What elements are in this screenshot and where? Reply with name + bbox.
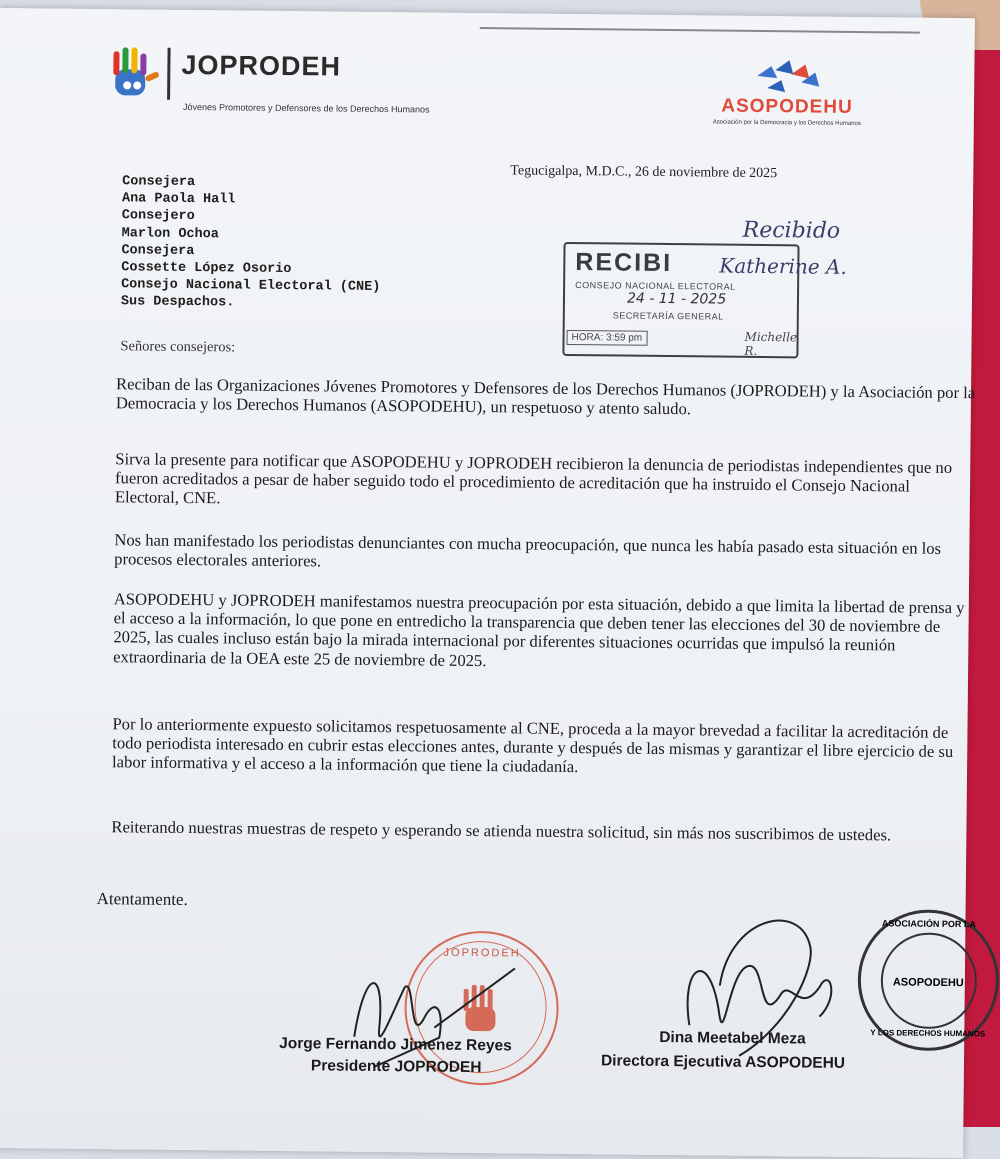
closing: Atentamente. [96, 889, 188, 910]
recipient-line: Sus Despachos. [120, 294, 235, 311]
signer-title: Presidente JOPRODEH [310, 1057, 482, 1077]
signer-name: Dina Meetabel Meza [659, 1028, 806, 1048]
joprodeh-name: JOPRODEH [181, 49, 342, 82]
letter-date: Tegucigalpa, M.D.C., 26 de noviembre de 2025 [510, 163, 778, 182]
stamp-title: RECIBI [575, 248, 673, 278]
stamp-signature: Michelle R. [744, 329, 798, 358]
salutation: Señores consejeros: [120, 338, 236, 356]
stamp-time [567, 330, 648, 346]
seal-text-top: ASOCIACIÓN POR LA [881, 918, 977, 930]
seal-text: JOPRODEH [443, 946, 521, 960]
asopodehu-subtitle: Asociación por la Democracia y los Derechos Humanos [712, 119, 861, 128]
recipient-line: Consejero [121, 208, 195, 225]
recipient-line: Consejera [122, 174, 196, 191]
recipient-block [121, 173, 382, 313]
birds-icon [747, 56, 827, 97]
body-paragraph: Nos han manifestado los periodistas denunciantes con mucha preocupación, que nunca les había pasado esta situación en los procesos electorales anteriores. [114, 530, 942, 571]
seal-text-bottom: Y LOS DERECHOS HUMANOS [870, 1028, 986, 1039]
joprodeh-logo [107, 41, 528, 125]
handwritten-receiver-name: Katherine A. [719, 253, 847, 279]
signer-title: Directora Ejecutiva ASOPODEHU [600, 1052, 846, 1072]
recipient-line: Marlon Ochoa [121, 225, 219, 242]
body-paragraph: Sirva la presente para notificar que ASOPODEHU y JOPRODEH recibieron la denuncia de periodistas independientes que no fueron acreditados a pesar de haber seguido todo el procedimiento de acreditación que ha instruido el Consejo Nacional Electoral, CNE. [114, 449, 953, 508]
asopodehu-logo [682, 55, 893, 137]
recipient-line: Cossette López Osorio [121, 260, 292, 278]
stamp-time-value: 3:59 pm [605, 332, 643, 344]
logo-divider [167, 48, 171, 100]
stamp-date: 24 - 11 - 2025 [626, 290, 727, 308]
handwritten-received: Recibido [742, 217, 841, 244]
body-paragraph: Reiterando nuestras muestras de respeto y esperando se atienda nuestra solicitud, sin más nos suscribimos de ustedes. [111, 817, 892, 845]
hand-print-icon [107, 45, 160, 102]
letter-page [0, 8, 986, 1158]
recipient-line: Consejera [121, 243, 195, 259]
body-paragraph: ASOPODEHU y JOPRODEH manifestamos nuestra preocupación por esta situación, debido a que limita la libertad de prensa y el acceso a la información, lo que pone en entredicho la transparencia que deben tener las elecciones del 30 de noviembre de 2025, las cuales incluso están bajo la mirada internacional por diferentes situaciones ocurridas que impulsó la reunión extraordinaria de la OEA este 25 de noviembre de 2025. [113, 589, 965, 670]
signer-name: Jorge Fernando Jimenez Reyes [279, 1034, 512, 1055]
asopodehu-name: ASOPODEHU [721, 95, 853, 118]
recipient-line: Consejo Nacional Electoral (CNE) [121, 277, 381, 296]
stamp-organization: CONSEJO NACIONAL ELECTORAL [575, 280, 736, 292]
page-fold-line [480, 27, 920, 34]
stamp-office: SECRETARÍA GENERAL [612, 310, 724, 322]
joprodeh-subtitle: Jóvenes Promotores y Defensores de los Derechos Humanos [182, 101, 430, 115]
seal-text-middle: ASOPODEHU [892, 976, 964, 990]
stamp-time-label: HORA: [571, 332, 604, 344]
body-paragraph: Reciban de las Organizaciones Jóvenes Promotores y Defensores de los Derechos Humanos (JOPRODEH) y la Asociación por la Democracia y los Derechos Humanos (ASOPODEHU), un respetuoso y atento saludo. [115, 374, 976, 419]
body-paragraph: Por lo anteriormente expuesto solicitamos respetuosamente al CNE, proceda a la mayor brevedad a facilitar la acreditación de todo periodista interesado en cubrir estas elecciones antes, durante y después de las mismas y garantizar el libre ejercicio de su labor informativa y el acceso a la información que tiene la ciudadanía. [112, 714, 954, 777]
recipient-line: Ana Paola Hall [121, 191, 236, 208]
